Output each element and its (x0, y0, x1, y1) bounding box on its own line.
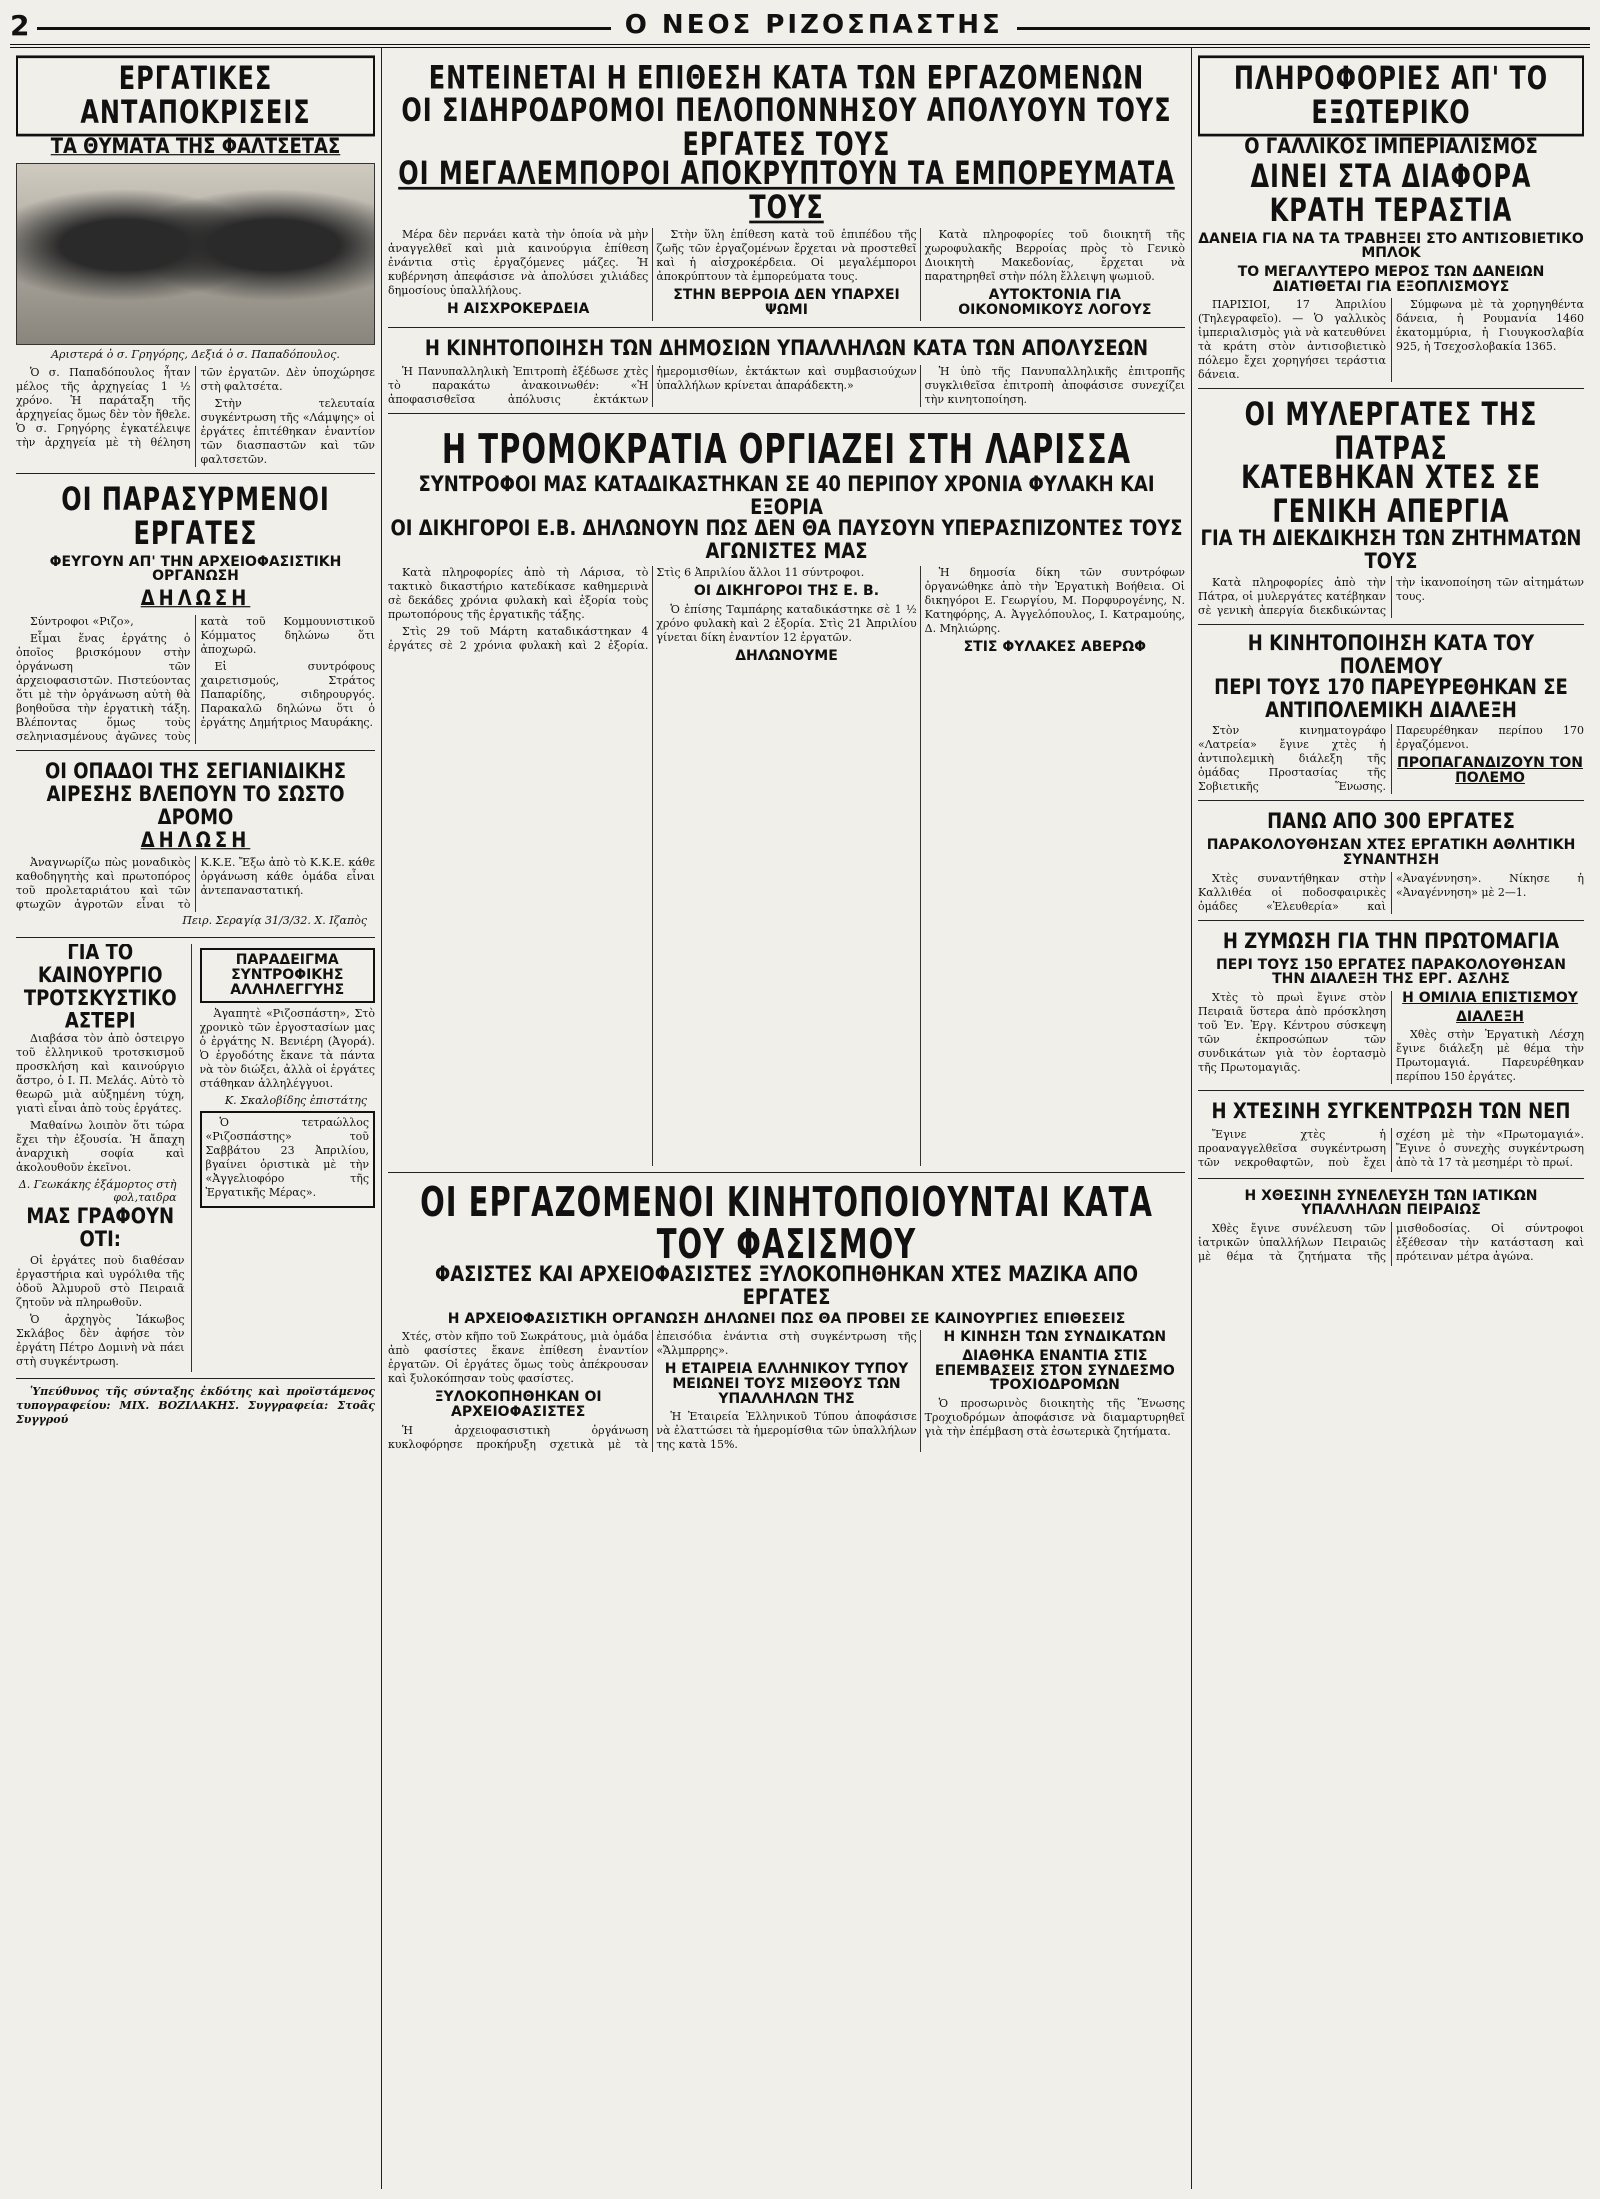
article-title: Η ΚΙΝΗΤΟΠΟΙΗΣΗ ΤΩΝ ΔΗΜΟΣΙΩΝ ΥΠΑΛΛΗΛΩΝ ΚΑΤΑ ΤΩΝ ΑΠΟΛΥΣΕΩΝ (424, 335, 1149, 362)
article-paragraph: Στὴν τελευταία συγκέντρωση τῆς «Λάμψης» οἱ ἐργάτες ἐπιτέθηκαν ἐναντίον τῶν διασπαστῶν καὶ τῶν φαλτσετῶν. (200, 397, 375, 467)
article-paragraph: Μέρα δὲν περνάει κατὰ τὴν ὁποία νὰ μὴν ἀναγγελθεῖ καὶ μιὰ καινούργια ἐπίθεση ἐνάντια στὶς ἐργαζόμενες μάζες. Ἡ κυβέρνηση ἀπεφάσισε νὰ ἀπολύσει χιλιάδες δημοσίους ὑπαλλήλους. (388, 227, 649, 297)
article-paragraph: Ὁ ἐπίσης Ταμπάρης καταδικάστηκε σὲ 1 ½ χρόνο φυλακὴ καὶ 2 ἐξορία. Στὶς 21 Ἀπριλίου γίνεται δίκη ἐναντίον 12 ἐργατῶν. (656, 602, 917, 644)
section-subhead: ΔΙΑΛΕΞΗ (1456, 1008, 1524, 1025)
article-subtitle: ΠΑΡΑΚΟΛΟΥΘΗΣΑΝ ΧΤΕΣ ΕΡΓΑΤΙΚΗ ΑΘΛΗΤΙΚΗ ΣΥΝΑΝΤΗΣΗ (1206, 837, 1576, 869)
article-paragraph: Χτὲς συναντήθηκαν στὴν Καλλιθέα οἱ ποδοσφαιρικὲς ὁμάδες «Ἐλευθερία» καὶ «Ἀναγέννηση». Νίκησε ἡ «Ἀναγέννηση» μὲ 2—1. (1198, 871, 1584, 913)
article-paragraph: Ἡ Ἐταιρεία Ἐλληνικοῦ Τύπου ἀποφάσισε νὰ ἐλαττώσει τὰ ἡμερομίσθια τῶν ὑπαλλήλων της κατὰ 15%. (656, 1410, 917, 1452)
article-subtitle: ΑΙΡΕΣΗΣ ΒΛΕΠΟΥΝ ΤΟ ΣΩΣΤΟ ΔΡΟΜΟ (46, 781, 345, 830)
article-subtitle: ΓΙΑ ΤΗ ΔΙΕΚΔΙΚΗΣΗ ΤΩΝ ΖΗΤΗΜΑΤΩΝ ΤΟΥΣ (1200, 525, 1582, 574)
article-title: ΟΙ ΠΑΡΑΣΥΡΜΕΝΟΙ ΕΡΓΑΤΕΣ (61, 480, 330, 553)
article-paragraph: Σύντροφοι «Ριζο», (30, 614, 134, 628)
article-paragraph: Στὶς 29 τοῦ Μάρτη καταδικάστηκαν 4 ἐργάτες σὲ 2 χρόνια φυλακὴ καὶ 2 ἐξορία. Στὶς 6 Ἀπριλίου ἄλλοι 11 σύντροφοι. (388, 565, 865, 652)
two-article-row (16, 938, 375, 1378)
article-paragraph: Ἀναγνωρίζω πὼς μοναδικὸς καθοδηγητὴς καὶ πρωτοπόρος τοῦ προλεταριάτου καὶ τῶν φτωχῶν ἀγροτῶν εἶναι τὸ Κ.Κ.Ε. Ἔξω ἀπὸ τὸ Κ.Κ.Ε. κάθε ὀργάνωση κάθε ὁμάδα εἶναι ἀντεπαναστατική. (16, 856, 375, 912)
article-paragraph: Κατὰ πληροφορίες ἀπὸ τὴν Πάτρα, οἱ μυλεργάτες κατέβηκαν σὲ γενικὴ ἀπεργία διεκδικώντας τὴν ἱκανοποίηση τῶν αἰτημάτων τους. (1198, 575, 1584, 617)
article-paragraph: Ἀγαπητὲ «Ριζοσπάστη», Στὸ χρονικὸ τῶν ἐργοστασίων μας ὁ ἐργάτης Ν. Βενιέρη (Ἀγορά). Ὁ ἐργοδότης ἔκανε τὰ πάντα νὰ τὸν διώξει, ἀλλὰ οἱ ἐργάτες στάθηκαν ἀλληλέγγυοι. (199, 1006, 375, 1090)
article-paragraph: Κατὰ πληροφορίες ἀπὸ τὴ Λάρισα, τὸ τακτικὸ δικαστήριο κατεδίκασε καθημερινὰ σὲ δεκάδες χρόνια φυλακὴ καὶ ἐξορία τοὺς πρωτοπόρους τῆς ἐργατικῆς τάξης. (388, 565, 649, 621)
article-kicker: ΕΝΤΕΙΝΕΤΑΙ Η ΕΠΙΘΕΣΗ ΚΑΤΑ ΤΩΝ ΕΡΓΑΖΟΜΕΝΩΝ (428, 58, 1145, 97)
section-subhead: ΔΙΑΘΗΚΑ ΕΝΑΝΤΙΑ ΣΤΙΣ ΕΠΕΜΒΑΣΕΙΣ ΣΤΟΝ ΣΥΝΔΕΣΜΟ ΤΡΟΧΙΟΔΡΟΜΩΝ (934, 1348, 1175, 1394)
section-subhead: ΠΡΟΠΑΓΑΝΔΙΖΟΥΝ ΤΟΝ ΠΟΛΕΜΟ (1397, 755, 1583, 787)
article-subtitle: ΟΙ ΔΙΚΗΓΟΡΟΙ Ε.Β. ΔΗΛΩΝΟΥΝ ΠΩΣ ΔΕΝ ΘΑ ΠΑΥΣΟΥΝ ΥΠΕΡΑΣΠΙΖΟΝΤΕΣ ΤΟΥΣ ΑΓΩΝΙΣΤΕΣ ΜΑΣ (390, 516, 1183, 564)
article-title: Η ΧΤΕΣΙΝΗ ΣΥΓΚΕΝΤΡΩΣΗ ΤΩΝ ΝΕΠ (1211, 1099, 1571, 1125)
article-subtitle: ΦΕΥΓΟΥΝ ΑΠ' ΤΗΝ ΑΡΧΕΙΟΦΑΣΙΣΤΙΚΗ ΟΡΓΑΝΩΣΗ (49, 553, 342, 585)
article-kicker: Η ΚΙΝΗΤΟΠΟΙΗΣΗ ΚΑΤΑ ΤΟΥ ΠΟΛΕΜΟΥ (1247, 630, 1535, 679)
imprint: Ὑπεύθυνος τῆς σύνταξης ἐκδότης καὶ προϊστάμενος τυπογραφείου: ΜΙΧ. ΒΟΖΙΛΑΚΗΣ. Συγγραφεία: Στοᾶς Συγγρού (16, 1384, 375, 1426)
article-title: ΚΑΤΕΒΗΚΑΝ ΧΤΕΣ ΣΕ ΓΕΝΙΚΗ ΑΠΕΡΓΙΑ (1241, 458, 1541, 531)
article-subtitle: ΟΙ ΜΕΓΑΛΕΜΠΟΡΟΙ ΑΠΟΚΡΥΠΤΟΥΝ ΤΑ ΕΜΠΟΡΕΥΜΑΤΑ ΤΟΥΣ (398, 154, 1175, 226)
article-title: Η ΧΘΕΣΙΝΗ ΣΥΝΕΛΕΥΣΗ ΤΩΝ ΙΑΤΙΚΩΝ ΥΠΑΛΛΗΛΩΝ ΠΕΙΡΑΙΩΣ (1244, 1187, 1538, 1219)
article-paragraph: Κατὰ πληροφορίες τοῦ διοικητῆ τῆς χωροφυλακῆς Βερροίας πρὸς τὸ Γενικὸ Διοικητὴ Μακεδονίας, ἔρχεται νὰ παρατηρηθεῖ στὴν πόλη ἔλλειψη ψωμιοῦ. (924, 227, 1185, 283)
article-paragraph: Διαβάσα τὸν ἀπὸ ὁστειργο τοῦ ἐλληνικοῦ τροτσκισμοῦ προσκλήση καὶ καινούργιο ἄστρο, ὁ Ι. Π. Μελάς. Αὐτὸ τὸ θεωρῶ μιὰ αὐξημένη τύχη, γιατὶ εἶναι ἀπὸ τοὺς ἐργάτες. (16, 1032, 185, 1116)
section-subhead: Η ΚΙΝΗΣΗ ΤΩΝ ΣΥΝΔΙΚΑΤΩΝ (943, 1329, 1167, 1346)
section-title-foreign-news: ΠΛΗΡΟΦΟΡΙΕΣ ΑΠ' ΤΟ ΕΞΩΤΕΡΙΚΟ (1198, 55, 1584, 137)
declaration-label: ΔΗΛΩΣΗ (140, 827, 251, 853)
columns (10, 48, 1590, 2189)
article-paragraph: Εἶμαι ἕνας ἐργάτης ὁ ὁποῖος βρισκόμουν στὴν ὀργάνωση τῶν ἀρχειοφασιστῶν. Πιστεύοντας ὅτι μὲ τὴν ὀργάνωση αὐτὴ θὰ βοηθοῦσα τὴν ἐργατικὴ τάξη. Βλέποντας ὅμως τοὺς σεληνιασμένους ἀγῶνες τοὺς κατὰ τοῦ Κομμουνιστικοῦ Κόμματος δηλώνω ὅτι ἀποχωρῶ. (16, 614, 375, 743)
article-title: ΦΑΣΙΣΤΕΣ ΚΑΙ ΑΡΧΕΙΟΦΑΣΙΣΤΕΣ ΞΥΛΟΚΟΠΗΘΗΚΑΝ ΧΤΕΣ ΜΑΖΙΚΑ ΑΠΟ ΕΡΓΑΤΕΣ (434, 1261, 1139, 1310)
article-paragraph: Χθὲς ἔγινε συνέλευση τῶν ἰατρικῶν ὑπαλλήλων Πειραιῶς μὲ θέμα τὰ ζητήματα τῆς μισθοδοσίας. Οἱ σύντροφοι ἐξέθεσαν τὴν κατάσταση καὶ πρότειναν μέτρα ἀγώνα. (1198, 1222, 1584, 1264)
article-paragraph: Χτές, στὸν κῆπο τοῦ Σωκράτους, μιὰ ὁμάδα ἀπὸ φασίστες ἔκανε ἐπίθεση ἐναντίον ἐργατῶν. Οἱ ἐργάτες ὅμως τοὺς ἀπέκρουσαν καὶ ξυλοκόπησαν τοὺς φασίστες. (388, 1330, 649, 1386)
section-subhead: ΟΙ ΔΙΚΗΓΟΡΟΙ ΤΗΣ Ε. Β. (693, 582, 880, 599)
section-subhead: Η ΑΙΣΧΡΟΚΕΡΔΕΙΑ (447, 300, 590, 317)
article-paragraph: Χτὲς τὸ πρωὶ ἔγινε στὸν Πειραιᾶ ὕστερα ἀπὸ πρόσκληση τοῦ Ἐν. Ἐργ. Κέντρου σύσκεψη τῶν ἐκπροσώπων τῶν συνδικάτων γιὰ τὸν ἑορτασμὸ τῆς Πρωτομαγιᾶς. (1198, 991, 1386, 1075)
article-subtitle: ΣΥΝΤΡΟΦΟΙ ΜΑΣ ΚΑΤΑΔΙΚΑΣΤΗΚΑΝ ΣΕ 40 ΠΕΡΙΠΟΥ ΧΡΟΝΙΑ ΦΥΛΑΚΗ ΚΑΙ ΕΞΟΡΙΑ (418, 472, 1155, 521)
section-subhead: ΣΤΗΝ ΒΕΡΡΟΙΑ ΔΕΝ ΥΠΑΡΧΕΙ ΨΩΜΙ (673, 286, 900, 318)
article-paragraph: Ἡ Πανυπαλληλικὴ Ἐπιτροπὴ ἐξέδωσε χτὲς τὸ παρακάτω ἀνακοινωθέν: «Ἡ ἀποφασισθεῖσα ἀπόλυσις ἐκτάκτων ἡμερομισθίων, ἐκτάκτων καὶ συμβασιούχων ὑπαλλήλων κρίνεται ἀπαράδεκτη.» (388, 364, 917, 406)
article-subtitle: Η ΑΡΧΕΙΟΦΑΣΙΣΤΙΚΗ ΟΡΓΑΝΩΣΗ ΔΗΛΩΝΕΙ ΠΩΣ ΘΑ ΠΡΟΒΕΙ ΣΕ ΚΑΙΝΟΥΡΓΙΕΣ ΕΠΙΘΕΣΕΙΣ (447, 1310, 1126, 1327)
photo-caption: Αριστερά ὁ σ. Γρηγόρης, Δεξιά ὁ σ. Παπαδόπουλος. (51, 348, 340, 362)
article-paragraph: Ἔγινε χτὲς ἡ προαναγγελθεῖσα συγκέντρωση τῶν νεκροθαφτῶν, ποὺ ἔχει σχέση μὲ τὴν «Πρωτομαγιά». Ἔγινε ὁ συνεχὴς συγκέντρωση ἀπὸ τὰ 17 τὰ μεσημέρι τὸ πρωί. (1198, 1128, 1584, 1170)
masthead-rule-left (37, 27, 610, 30)
article-paragraph: Ἡ δημοσία δίκη τῶν συντρόφων ὀργανώθηκε ἀπὸ τὴν Ἐργατικὴ Βοήθεια. Οἱ δικηγόροι Ε. Γεωργίου, Μ. Πορφυρογένης, Ν. Κατηφόρης, Α. Ἀγγελόπουλος, Ι. Κατραμούης, Δ. Μηλιώρης. (924, 565, 1185, 635)
article-kicker: Ο ΓΑΛΛΙΚΟΣ ΙΜΠΕΡΙΑΛΙΣΜΟΣ (1244, 134, 1538, 160)
signature: Δ. Γεωκάκης ἐξάμορτος στὴ φολ,ταιδρα (18, 1178, 177, 1205)
article-paragraph: Ἡ ὑπὸ τῆς Πανυπαλληλικῆς ἐπιτροπῆς συγκλιθεῖσα ἐπιτροπὴ ἀποφάσισε συνεχίζει τὴν κινητοποίηση. (924, 364, 1185, 406)
article-title: ΤΑ ΘΥΜΑΤΑ ΤΗΣ ΦΑΛΤΣΕΤΑΣ (50, 134, 341, 160)
declaration-label: ΔΗΛΩΣΗ (140, 585, 251, 611)
article-paragraph: Εἰ συντρόφους χαιρετισμούς, Στράτος Παπαρίδης, σιδηρουργός. Παρακαλῶ δηλώνω ὅτι ὁ ἐργάτης Δημήτριος Μαυράκης. (200, 659, 375, 729)
article-paragraph: Σύμφωνα μὲ τὰ χορηγηθέντα δάνεια, ἡ Ρουμανία 1460 ἑκατομμύρια, ἡ Γιουγκοσλαβία 925, ἡ Τσεχοσλοβακία 1365. (1396, 298, 1584, 354)
article-paragraph: Ὁ σ. Παπαδόπουλος ἦταν μέλος τῆς ἀρχηγείας 1 ½ χρόνο. Ἡ παράταξη τῆς ἀρχηγείας ὅμως δὲν τὸν ἤθελε. Ὁ σ. Γρηγόρης ἐγκατέλειψε τὴν ἀρχηγεία μὲ τὴ θέληση τῶν ἐργατῶν. Δὲν ὑποχώρησε στὴ φαλτσέτα. (16, 366, 375, 450)
article-title: ΟΙ ΟΠΑΔΟΙ ΤΗΣ ΣΕΓΙΑΝΙΔΙΚΗΣ (44, 758, 347, 784)
page-number: 2 (10, 8, 30, 42)
article-paragraph: Ὁ ἀρχηγὸς Ἰάκωβος Σκλάβος δὲν ἀφήσε τὸν ἐργάτη Πέτρο Δομινὴ νὰ πάει στὴ συγκέντρωση. (16, 1312, 185, 1368)
section-subhead: Η ΕΤΑΙΡΕΙΑ ΕΛΛΗΝΙΚΟΥ ΤΥΠΟΥ ΜΕΙΩΝΕΙ ΤΟΥΣ ΜΙΣΘΟΥΣ ΤΩΝ ΥΠΑΛΛΗΛΩΝ ΤΗΣ (664, 1361, 909, 1407)
article-paragraph: Χθὲς στὴν Ἐργατικὴ Λέσχη ἔγινε διάλεξη μὲ θέμα τὴν Πρωτομαγιά. Παρευρέθηκαν περίπου 150 ἐργάτες. (1396, 1028, 1584, 1084)
section-subhead: ΔΗΛΩΝΟΥΜΕ (735, 647, 838, 664)
article-title: ΓΙΑ ΤΟ ΚΑΙΝΟΥΡΓΙΟ ΤΡΟΤΣΚΥΣΤΙΚΟ ΑΣΤΕΡΙ (23, 944, 177, 1034)
masthead (10, 6, 1590, 48)
signature: Πειρ. Σεραγίᾳ 31/3/32. Χ. Ιζαπὸς (182, 914, 367, 928)
article-title: ΟΙ ΣΙΔΗΡΟΔΡΟΜΟΙ ΠΕΛΟΠΟΝΝΗΣΟΥ ΑΠΟΛΥΟΥΝ ΤΟΥΣ ΕΡΓΑΤΕΣ ΤΟΥΣ (401, 91, 1172, 164)
newspaper-name: Ο ΝΕΟΣ ΡΙΖΟΣΠΑΣΤΗΣ (624, 10, 1003, 40)
section-title-worker-reports: ΕΡΓΑΤΙΚΕΣ ΑΝΤΑΠΟΚΡΙΣΕΙΣ (16, 55, 375, 137)
article-kicker: ΟΙ ΕΡΓΑΖΟΜΕΝΟΙ ΚΙΝΗΤΟΠΟΙΟΥΝΤΑΙ ΚΑΤΑ ΤΟΥ ΦΑΣΙΣΜΟΥ (420, 1178, 1153, 1269)
column-worker-reports (10, 48, 382, 2189)
section-subhead: ΣΤΙΣ ΦΥΛΑΚΕΣ ΑΒΕΡΩΦ (963, 638, 1147, 655)
article-paragraph: Ἡ ἀρχειοφασιστικὴ ὀργάνωση κυκλοφόρησε προκήρυξη σχετικὰ μὲ τὰ ἐπεισόδια ἐνάντια στὴ συγκέντρωση τῆς «Ἄλμπρρης». (388, 1330, 917, 1451)
section-subhead: ΑΥΤΟΚΤΟΝΙΑ ΓΙΑ ΟΙΚΟΝΟΜΙΚΟΥΣ ΛΟΓΟΥΣ (958, 286, 1152, 318)
article-paragraph: Στὸν κινηματογράφο «Λατρεία» ἔγινε χτὲς ἡ ἀντιπολεμικὴ διάλεξη τῆς ὁμάδας Προστασίας τῆς Σοβιετικῆς Ἕνωσης. Παρευρέθηκαν περίπου 170 ἐργαζόμενοι. (1198, 724, 1584, 794)
portrait-photo (16, 163, 375, 345)
column-domestic-news (382, 48, 1192, 2189)
masthead-rule-right (1017, 27, 1590, 30)
article-paragraph: Οἱ ἐργάτες ποὺ διαθέσαν ἐργαστήρια καὶ υγρόλιθα τῆς ὀδοῦ Ἀλμυροῦ στὸ Πειραιᾶ ζητοῦν νὰ πληρωθοῦν. (16, 1253, 185, 1309)
article-paragraph: Στὴν ὕλη ἐπίθεση κατὰ τοῦ ἐπιπέδου τῆς ζωῆς τῶν ἐργαζομένων ἔρχεται νὰ προστεθεῖ καὶ ἡ αἰσχροκέρδεια. Οἱ μεγαλέμποροι ἀποκρύπτουν τὰ ἐμπορεύματα τους. (656, 227, 917, 283)
article-title: ΠΑΝΩ ΑΠΟ 300 ΕΡΓΑΤΕΣ (1267, 809, 1515, 835)
article-paragraph: ΠΑΡΙΣΙΟΙ, 17 Ἀπριλίου (Τηλεγραφεῖο). — Ὁ γαλλικὸς ἰμπεριαλισμὸς γιὰ νὰ κατευθύνει τὰ κράτη στὸν ἀντισοβιετικὸ πόλεμο ἔχει χορηγήσει τεράστια δάνεια. (1198, 298, 1386, 382)
article-title: Η ΤΡΟΜΟΚΡΑΤΙΑ ΟΡΓΙΑΖΕΙ ΣΤΗ ΛΑΡΙΣΣΑ (441, 425, 1132, 473)
article-deck: ΤΟ ΜΕΓΑΛΥΤΕΡΟ ΜΕΡΟΣ ΤΩΝ ΔΑΝΕΙΩΝ ΔΙΑΤΙΘΕΤΑΙ ΓΙΑ ΕΞΟΠΛΙΣΜΟΥΣ (1237, 264, 1545, 295)
article-subtitle: ΠΕΡΙ ΤΟΥΣ 150 ΕΡΓΑΤΕΣ ΠΑΡΑΚΟΛΟΥΘΗΣΑΝ ΤΗΝ ΔΙΑΛΕΞΗ ΤΗΣ ΕΡΓ. ΑΣΛΗΣ (1216, 956, 1566, 988)
article-title: ΠΑΡΑΔΕΙΓΜΑ ΣΥΝΤΡΟΦΙΚΗΣ ΑΛΛΗΛΕΓΓΥΗΣ (200, 948, 376, 1002)
section-subhead: ΞΥΛΟΚΟΠΗΘΗΚΑΝ ΟΙ ΑΡΧΕΙΟΦΑΣΙΣΤΕΣ (434, 1389, 602, 1421)
column-foreign-news (1192, 48, 1590, 2189)
article-title: ΜΑΣ ΓΡΑΦΟΥΝ ΟΤΙ: (26, 1203, 175, 1252)
article-kicker: ΟΙ ΜΥΛΕΡΓΑΤΕΣ ΤΗΣ ΠΑΤΡΑΣ (1244, 395, 1538, 468)
article-title: ΠΕΡΙ ΤΟΥΣ 170 ΠΑΡΕΥΡΕΘΗΚΑΝ ΣΕ ΑΝΤΙΠΟΛΕΜΙΚΗ ΔΙΑΛΕΞΗ (1214, 674, 1568, 723)
article-paragraph: Ὁ προσωρινὸς διοικητὴς τῆς Ἕνωσης Τροχιοδρόμων ἀποφάσισε νὰ διαμαρτυρηθεῖ γιὰ τὴν ἐπέμβαση στὰ ἐσωτερικὰ ζητήματα. (924, 1397, 1185, 1439)
article-title: Η ΖΥΜΩΣΗ ΓΙΑ ΤΗΝ ΠΡΩΤΟΜΑΓΙΑ (1222, 928, 1560, 954)
signature: Κ. Σκαλοβίδης ἐπιστάτης (224, 1093, 367, 1107)
section-subhead: Η ΟΜΙΛΙΑ ΕΠΙΣΤΙΣΜΟΥ (1402, 990, 1578, 1007)
notice-box: Ὁ τετραώλλος «Ριζοσπάστης» τοῦ Σαββάτου 23 Ἀπριλίου, βγαίνει ὁριστικὰ μὲ τὴν «Ἀγγελιοφόρο τῆς Ἐργατικῆς Μέρας». (205, 1115, 369, 1199)
article-paragraph: Μαθαίνω λοιπὸν ὅτι τώρα ἔχει τὴν ἐξουσία. Ἡ ἄπαχη ἀναρχικὴ σοφία καὶ ἀκολουθοῦν ἐκεῖνοι. (16, 1119, 185, 1175)
article-title: ΔΙΝΕΙ ΣΤΑ ΔΙΑΦΟΡΑ ΚΡΑΤΗ ΤΕΡΑΣΤΙΑ (1250, 157, 1532, 230)
article-subtitle: ΔΑΝΕΙΑ ΓΙΑ ΝΑ ΤΑ ΤΡΑΒΗΞΕΙ ΣΤΟ ΑΝΤΙΣΟΒΙΕΤΙΚΟ ΜΠΛΟΚ (1198, 230, 1584, 262)
